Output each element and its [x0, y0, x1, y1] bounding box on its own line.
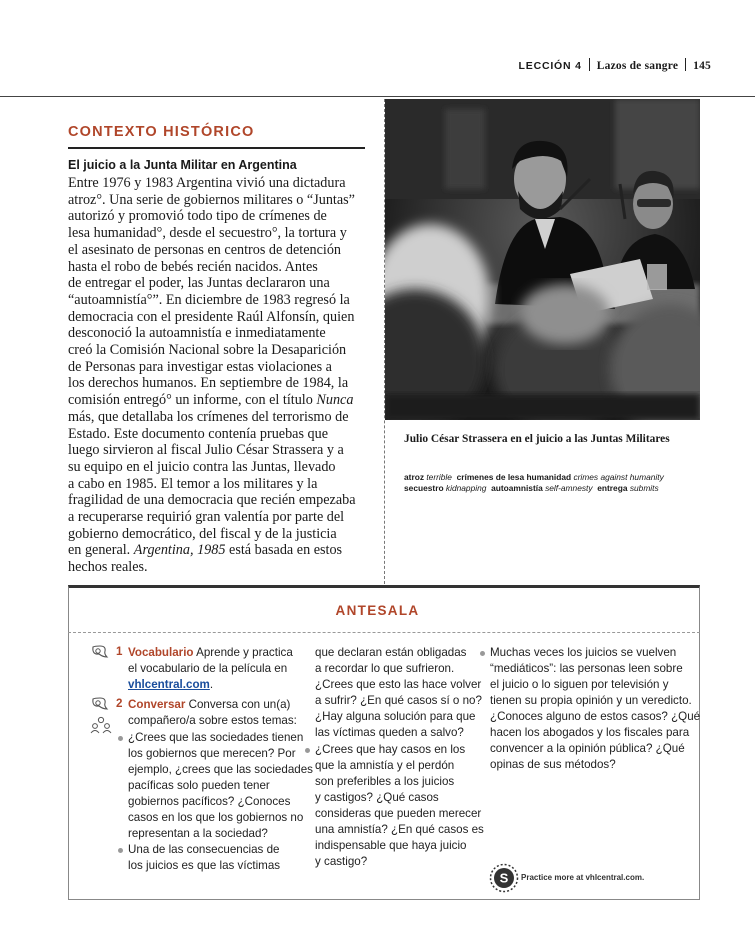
body-line: democracia con el presidente Raúl Alfonsín, quien: [68, 308, 355, 325]
film-title: Argentina, 1985: [133, 542, 226, 559]
pair-activity-icon: [91, 697, 109, 711]
glossary-line: [404, 472, 664, 483]
glossary-meaning: self-amnesty: [545, 483, 593, 493]
body-line: lesa humanidad°, desde el secuestro°, la tortura y: [68, 225, 347, 242]
practice-more-text[interactable]: Practice more at vhlcentral.com.: [521, 873, 645, 882]
body-line: Entre 1976 y 1983 Argentina vivió una dictadura: [68, 175, 346, 191]
body-line: hasta el robo de bebés recién nacidos. Antes: [68, 258, 318, 275]
item-number: 1: [116, 645, 123, 658]
italic-title: Nunca: [316, 392, 354, 409]
body-line: a recuperarse requirió gran valentía por parte del: [68, 509, 345, 526]
header-divider: [685, 58, 686, 71]
discussion-topic: Una de las consecuencias de los juicios es que las víctimas: [128, 843, 281, 872]
discussion-topic: Muchas veces los juicios se vuelven “mediáticos”: las personas leen sobre el juicio o lo siguen por televisión y tienen su propia opinión y un veredicto. ¿Conoces alguno de estos casos? ¿Qué hacen los abogados y los fiscales para convencer a la opinión pública? ¿Qué opinas de sus métodos?: [490, 646, 701, 771]
trial-photo: [385, 99, 700, 420]
header-divider: [589, 58, 590, 71]
body-line: de Personas para investigar estas violaciones a: [68, 358, 332, 375]
body-line: desconoció la autoamnistía e inmediatamente: [68, 325, 326, 342]
body-line: gobierno democrático, del fiscal y de la justicia: [68, 525, 337, 542]
context-body: [68, 175, 368, 576]
supersite-icon[interactable]: [489, 863, 519, 893]
body-line: en general. Argentina, 1985 está basada en estos: [68, 542, 343, 559]
pair-activity-icon: [91, 645, 109, 659]
body-line: hechos reales.: [68, 559, 148, 576]
vhlcentral-link[interactable]: vhlcentral.com: [128, 678, 210, 691]
header-rule: [0, 96, 755, 97]
item-number: 2: [116, 697, 123, 710]
item-vocabulario: Vocabulario Aprende y practica el vocabulario de la película en vhlcentral.com.: [128, 646, 293, 691]
body-line: [68, 409, 368, 426]
context-subheading: El juicio a la Junta Militar en Argentina: [68, 158, 297, 172]
glossary-meaning: submits: [629, 483, 659, 493]
photo-illustration: [385, 99, 700, 420]
glossary-meaning: kidnapping: [445, 483, 487, 493]
bullet-dot: [305, 748, 310, 753]
glossary-meaning: crimes against humanity: [573, 472, 664, 482]
page-number: 145: [693, 60, 711, 72]
italic-title: más, que detallaba los crímenes del terrorismo de: [68, 408, 349, 425]
glossary-meaning: terrible: [426, 472, 452, 482]
antesala-heading: ANTESALA: [335, 603, 420, 618]
discussion-topic: ¿Crees que las sociedades tienen los gobiernos que merecen? Por ejemplo, ¿crees que las sociedades pacíficas solo pueden tener gobiernos pacíficos? ¿Conoces casos en los que los gobiernos no representan a la sociedad?: [128, 731, 313, 840]
body-line: autorizó y promovió todo tipo de crímenes de: [68, 208, 327, 225]
item-label: Vocabulario: [128, 646, 194, 659]
context-rule: [68, 147, 365, 149]
body-line: el asesinato de personas en centros de detención: [68, 241, 342, 258]
body-line: fragilidad de una democracia que recién empezaba: [68, 492, 356, 509]
bullet-dot: [118, 736, 123, 741]
glossary-line: [404, 483, 664, 494]
glossary-term: entrega: [597, 483, 628, 493]
discussion-topic-continued: que declaran están obligadas a recordar lo que sufrieron. ¿Crees que esto las hace volver a sufrir? ¿En qué casos sí o no? ¿Hay alguna solución para que las víctimas queden a salvo?: [315, 646, 482, 739]
body-line: a cabo en 1985. El temor a los militares y la: [68, 475, 318, 492]
glossary-term: crímenes de lesa humanidad: [456, 472, 572, 482]
glossary-term: secuestro: [404, 483, 444, 493]
discussion-topic: ¿Crees que hay casos en los que la amnistía y el perdón son preferibles a los juicios y castigos? ¿Qué casos consideras que pueden merecer una amnistía? ¿En qué casos es indispensable que haya juicio y castigo?: [315, 743, 484, 868]
body-line: creó la Comisión Nacional sobre la Desaparición: [68, 342, 347, 359]
photo-caption: Julio César Strassera en el juicio a las Juntas Militares: [404, 433, 670, 445]
body-line: comisión entregó° un informe, con el título Nunca: [68, 392, 354, 409]
item-conversar: Conversar Conversa con un(a) compañero/a sobre estos temas:: [128, 698, 297, 727]
glossary-term: atroz: [404, 472, 425, 482]
page-header: [519, 58, 711, 72]
body-line: de entregar el poder, las Juntas declararon una: [68, 275, 330, 292]
body-line: los derechos humanos. En septiembre de 1984, la: [68, 375, 349, 392]
context-heading: CONTEXTO HISTÓRICO: [68, 124, 255, 140]
body-line: Estado. Este documento contenía pruebas que: [68, 425, 329, 442]
svg-text:S: S: [499, 870, 509, 886]
antesala-rule: [68, 632, 700, 633]
bullet-dot: [480, 651, 485, 656]
lesson-label: LECCIÓN 4: [518, 60, 582, 72]
item-label: Conversar: [128, 698, 186, 711]
group-activity-icon: [90, 716, 112, 734]
bullet-dot: [118, 848, 123, 853]
body-line: atroz°. Una serie de gobiernos militares o “Juntas”: [68, 191, 355, 208]
lesson-title: Lazos de sangre: [596, 60, 679, 72]
body-line: su equipo en el juicio contra las Juntas, llevado: [68, 458, 336, 475]
glossary: [404, 472, 664, 494]
body-line: “autoamnistía°”. En diciembre de 1983 regresó la: [68, 291, 350, 308]
glossary-term: autoamnistía: [491, 483, 543, 493]
body-line: luego sirvieron al fiscal Julio César Strassera y a: [68, 442, 344, 459]
